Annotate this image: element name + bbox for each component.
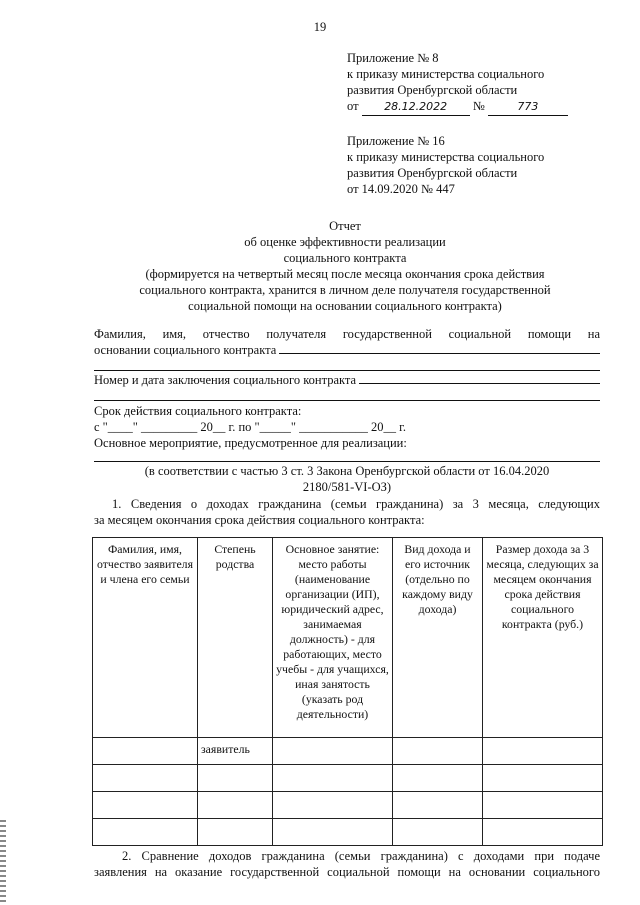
table-cell[interactable] [483,792,603,819]
report-title-line: об оценке эффективности реализации [244,235,446,249]
appendix-8-title: Приложение № 8 [347,51,439,65]
income-table [92,537,603,846]
table-cell[interactable] [198,819,273,846]
report-title [90,218,600,314]
header-income-amount: Размер дохода за 3 месяца, следующих за месяцем окончания срока действия социального контракта (руб.) [483,538,603,738]
applicant-cell: заявитель [198,738,273,765]
table-cell[interactable] [198,765,273,792]
handwritten-date: 28.12.2022 [362,99,470,116]
table-cell[interactable] [93,792,198,819]
handwritten-number: 773 [488,99,568,116]
table-cell[interactable] [393,792,483,819]
appendix-16-line1: к приказу министерства социального [347,150,545,164]
section-2-line1: 2. Сравнение доходов гражданина (семьи гражданина) с доходами при подаче [122,849,600,863]
table-row [93,792,603,819]
report-title-line: (формируется на четвертый месяц после месяца окончания срока действия [145,267,545,281]
blank-line [94,461,600,462]
report-title-line: Отчет [329,219,361,233]
contract-field [94,372,600,388]
term-dates: с "____" _________ 20__ г. по "_____" ___________ 20__ г. [94,420,406,434]
contract-label: Номер и дата заключения социального контракта [94,373,357,387]
table-cell[interactable] [393,765,483,792]
binding-edge-mark [0,820,6,905]
appendix-16-line2: развития Оренбургской области [347,166,518,180]
report-title-line: социального контракта, хранится в личном деле получателя государственной [139,283,551,297]
table-cell[interactable] [93,738,198,765]
table-cell[interactable] [198,792,273,819]
appendix-16-block [347,133,544,197]
section-1-line1: 1. Сведения о доходах гражданина (семьи гражданина) за 3 месяца, следующих [112,497,600,511]
table-cell[interactable] [273,765,393,792]
header-fio: Фамилия, имя, отчество заявителя и члена его семьи [93,538,198,738]
section-1-line2: за месяцем окончания срока действия социального контракта: [94,513,425,527]
table-cell[interactable] [273,819,393,846]
fio-label-line1: Фамилия, имя, отчество получателя государственной социальной помощи на [94,327,600,341]
page-number: 19 [313,20,327,34]
blank-line [94,370,600,371]
main-measure-label: Основное мероприятие, предусмотренное для реализации: [94,436,407,450]
table-cell[interactable] [393,819,483,846]
table-cell[interactable] [273,792,393,819]
table-cell[interactable] [93,765,198,792]
appendix-8-line1: к приказу министерства социального [347,67,545,81]
table-cell[interactable] [393,738,483,765]
appendix-8-num-label: № [472,99,485,113]
table-cell[interactable] [483,765,603,792]
section-2-line2: заявления на оказание государственной социальной помощи на основании социального [94,865,600,879]
table-row [93,765,603,792]
table-header-row [93,538,603,738]
table-cell[interactable] [483,819,603,846]
fio-label-line2: основании социального контракта [94,343,277,357]
header-occupation: Основное занятие: место работы (наименование организации (ИП), юридический адрес, занимаемая должность) - для работающих, место учебы - для учащихся, иная занятость (указать род деятельности) [273,538,393,738]
table-cell[interactable] [93,819,198,846]
report-title-line: социальной помощи на основании социального контракта) [188,299,502,313]
appendix-8-block [347,50,568,116]
term-label: Срок действия социального контракта: [94,404,302,418]
header-income-type: Вид дохода и его источник (отдельно по каждому виду дохода) [393,538,483,738]
fio-field [94,342,600,358]
header-relation: Степень родства [198,538,273,738]
fio-blank-line [279,342,600,354]
appendix-16-title: Приложение № 16 [347,134,445,148]
appendix-16-line3: от 14.09.2020 № 447 [347,182,455,196]
law-reference-line1: (в соответствии с частью 3 ст. 3 Закона Оренбургской области от 16.04.2020 [144,464,550,478]
table-row [93,738,603,765]
appendix-8-date-line [347,98,568,116]
table-cell[interactable] [273,738,393,765]
appendix-8-line2: развития Оренбургской области [347,83,518,97]
table-cell[interactable] [483,738,603,765]
contract-blank-line [359,372,600,384]
table-row [93,819,603,846]
blank-line [94,400,600,401]
appendix-8-from: от [347,99,359,113]
report-title-line: социального контракта [283,251,407,265]
law-reference-line2: 2180/581-VI-ОЗ) [302,480,392,494]
